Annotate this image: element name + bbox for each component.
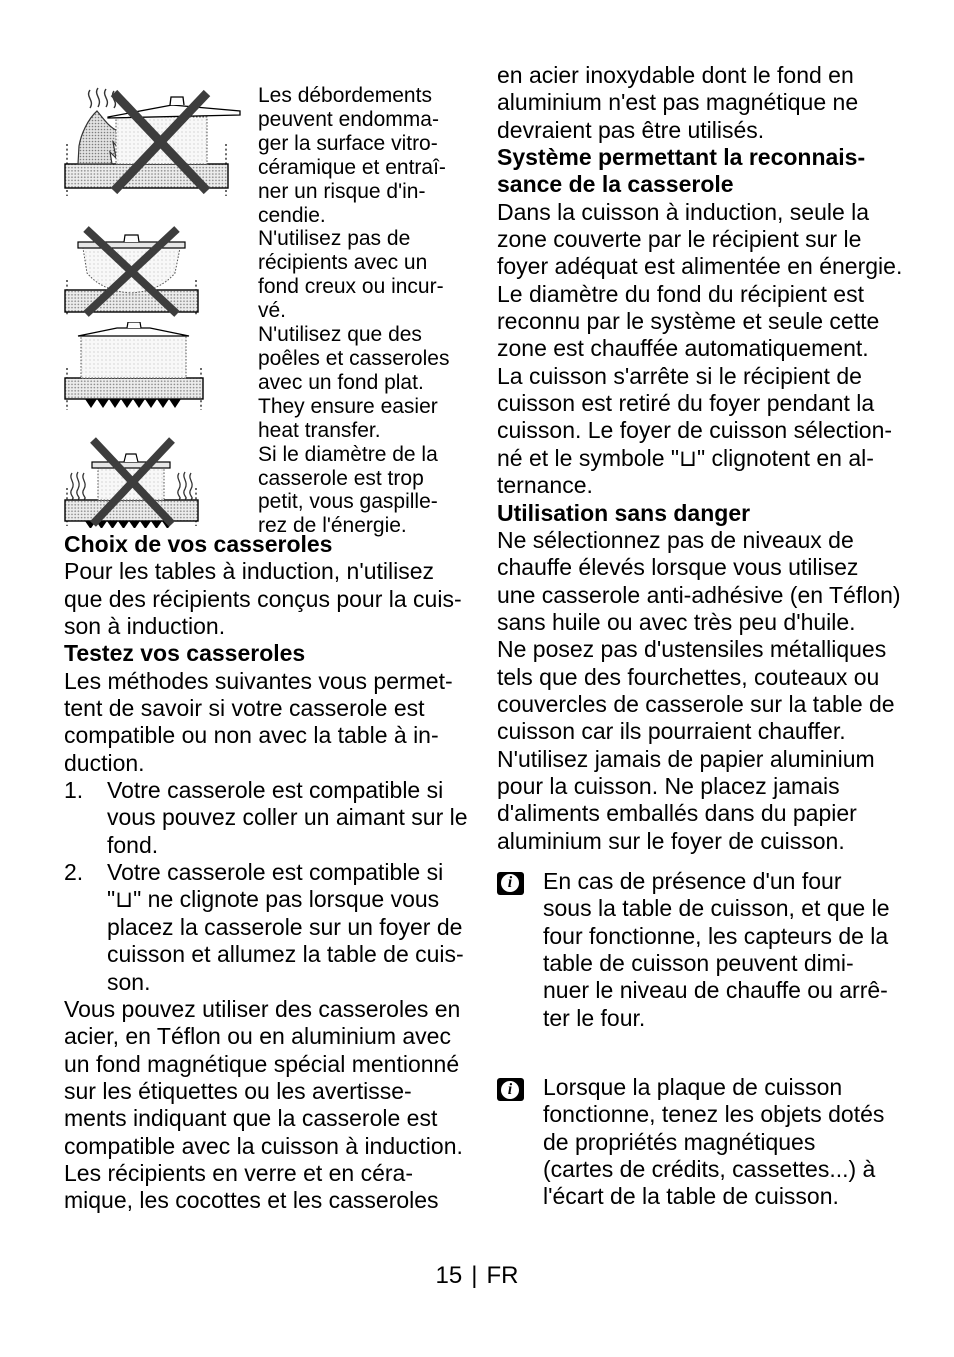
text-line: "⊔" ne clignote pas lorsque vous — [107, 886, 440, 913]
text-line: Choix de vos casseroles — [64, 531, 333, 557]
text-line: They ensure easier — [258, 394, 438, 418]
text-line: que des récipients conçus pour la cuis- — [64, 585, 462, 612]
text-line: aluminium n'est pas magnétique ne — [497, 89, 859, 116]
info-icon — [497, 872, 524, 895]
left-column — [64, 531, 472, 1215]
info-note — [497, 868, 909, 1032]
text-line: Pour les tables à induction, n'utilisez — [64, 558, 435, 585]
section-heading — [64, 640, 472, 667]
text-line: ner un risque d'in- — [258, 179, 426, 203]
text-line: d'aliments emballés dans du papier — [497, 800, 857, 827]
text-line: En cas de présence d'un four — [543, 867, 842, 894]
pot-boiling-over-crossed-icon — [64, 86, 242, 198]
text-line: N'utilisez pas de — [258, 227, 411, 251]
text-line: Lorsque la plaque de cuisson — [543, 1074, 843, 1101]
section-heading — [497, 500, 909, 527]
text-line: reconnu par le système et seule cette — [497, 308, 880, 335]
info-icon-glyph: i — [501, 874, 519, 892]
text-line: Système permettant la reconnais- — [497, 144, 866, 171]
text-line: Dans la cuisson à induction, seule la — [497, 198, 870, 225]
text-line: foyer adéquat est alimentée en énergie. — [497, 253, 903, 280]
text-line: four fonctionne, les capteurs de la — [543, 922, 889, 949]
text-line: fond creux ou incur- — [258, 275, 444, 299]
text-line: devraient pas être utilisés. — [497, 116, 765, 143]
text-line: sance de la casserole — [497, 171, 734, 198]
text-line: avec un fond plat. — [258, 370, 424, 394]
numbered-list-item — [64, 777, 472, 859]
text-line: tels que des fourchettes, couteaux ou — [497, 663, 880, 690]
text-line: poêles et casseroles — [258, 346, 450, 370]
text-line: zone est chauffée automatiquement. — [497, 335, 869, 362]
text-line: Ne sélectionnez pas de niveaux de — [497, 526, 854, 553]
text-line: ter le four. — [543, 1004, 646, 1031]
figure-caption — [258, 84, 470, 538]
text-line: cuisson. Le foyer de cuisson sélection- — [497, 417, 893, 444]
text-line: récipients avec un — [258, 251, 428, 275]
text-line: ments indiquant que la casserole est — [64, 1105, 438, 1132]
text-line: peuvent endomma- — [258, 107, 439, 131]
text-line: Votre casserole est compatible si — [107, 859, 444, 886]
text-line: mique, les cocottes et les casseroles — [64, 1187, 439, 1214]
text-line: sans huile ou avec très peu d'huile. — [497, 608, 856, 635]
text-line: rez de l'énergie. — [258, 514, 407, 538]
text-line: heat transfer. — [258, 418, 381, 442]
section-heading — [64, 531, 472, 558]
section-heading — [497, 144, 909, 199]
language-code: FR — [486, 1262, 519, 1289]
text-line: sous la table de cuisson, et que le — [543, 895, 890, 922]
text-line: l'écart de la table de cuisson. — [543, 1183, 839, 1210]
text-line: placez la casserole sur un foyer de — [107, 913, 463, 940]
text-line: nuer le niveau de chauffe ou arrê- — [543, 977, 888, 1004]
text-line: cuisson et allumez la table de cuis- — [107, 941, 464, 968]
text-line: Le diamètre du fond du récipient est — [497, 280, 864, 307]
info-icon-glyph: i — [501, 1081, 519, 1099]
paragraph — [497, 62, 909, 144]
paragraph — [497, 199, 909, 500]
paragraph — [64, 668, 472, 777]
text-line: chauffe élevés lorsque vous utilisez — [497, 554, 859, 581]
text-line: en acier inoxydable dont le fond en — [497, 62, 854, 88]
list-number: 1. — [64, 777, 84, 804]
text-line: Les débordements — [258, 84, 432, 107]
text-line: un fond magnétique spécial mentionné — [64, 1050, 460, 1077]
text-line: Votre casserole est compatible si — [107, 777, 444, 804]
text-line: ternance. — [497, 472, 593, 499]
numbered-list-item — [64, 859, 472, 996]
text-line: tent de savoir si votre casserole est — [64, 695, 425, 722]
text-line: compatible ou non avec la table à in- — [64, 722, 439, 749]
page-footer — [0, 1262, 954, 1290]
small-pot-on-large-zone-crossed-icon — [64, 436, 200, 528]
text-line: acier, en Téflon ou en aluminium avec — [64, 1023, 451, 1050]
info-icon — [497, 1078, 524, 1101]
flat-bottom-pot-icon — [64, 322, 204, 412]
text-line: fonctionne, tenez les objets dotés — [543, 1101, 885, 1128]
text-line: table de cuisson peuvent dimi- — [543, 950, 854, 976]
info-note — [497, 1074, 909, 1211]
text-line: une casserole anti-adhésive (en Téflon) — [497, 581, 901, 608]
text-line: pour la cuisson. Ne placez jamais — [497, 772, 840, 799]
curved-bottom-pot-crossed-icon — [64, 226, 200, 318]
text-line: né et le symbole "⊔" clignotent en al- — [497, 444, 874, 471]
text-line: (cartes de crédits, cassettes...) à — [543, 1156, 876, 1183]
text-line: cendie. — [258, 203, 326, 227]
text-line: compatible avec la cuisson à induction. — [64, 1132, 463, 1159]
text-line: aluminium sur le foyer de cuisson. — [497, 827, 845, 854]
text-line: Testez vos casseroles — [64, 640, 306, 667]
paragraph — [64, 996, 472, 1215]
text-line: La cuisson s'arrête si le récipient de — [497, 362, 862, 389]
list-number: 2. — [64, 859, 84, 886]
text-line: vé. — [258, 299, 287, 323]
text-line: petit, vous gaspille- — [258, 490, 438, 514]
text-line: son à induction. — [64, 613, 226, 640]
text-line: N'utilisez jamais de papier aluminium — [497, 745, 875, 772]
footer-separator: | — [471, 1262, 478, 1289]
right-column — [497, 62, 909, 1211]
paragraph — [64, 558, 472, 640]
text-line: Utilisation sans danger — [497, 499, 751, 526]
text-line: cuisson est retiré du foyer pendant la — [497, 390, 875, 417]
text-line: cuisson car ils pourraient chauffer. — [497, 718, 846, 745]
text-line: Vous pouvez utiliser des casseroles en — [64, 995, 461, 1022]
text-line: son. — [107, 968, 151, 995]
text-line: Si le diamètre de la — [258, 442, 438, 466]
text-line: de propriétés magnétiques — [543, 1128, 816, 1155]
paragraph — [497, 527, 909, 855]
text-line: céramique et entraî- — [258, 155, 446, 179]
text-line: zone couverte par le récipient sur le — [497, 226, 862, 253]
text-line: N'utilisez que des — [258, 323, 422, 347]
text-line: Les récipients en verre et en céra- — [64, 1159, 414, 1186]
text-line: duction. — [64, 749, 145, 776]
text-line: vous pouvez coller un aimant sur le — [107, 804, 468, 831]
text-line: couvercles de casserole sur la table de — [497, 690, 895, 717]
text-line: fond. — [107, 831, 159, 858]
text-line: Les méthodes suivantes vous permet- — [64, 667, 453, 694]
text-line: Ne posez pas d'ustensiles métalliques — [497, 636, 887, 663]
text-line: ger la surface vitro- — [258, 131, 438, 155]
text-line: sur les étiquettes ou les avertisse- — [64, 1077, 412, 1104]
page-number: 15 — [435, 1262, 463, 1289]
text-line: casserole est trop — [258, 466, 424, 490]
